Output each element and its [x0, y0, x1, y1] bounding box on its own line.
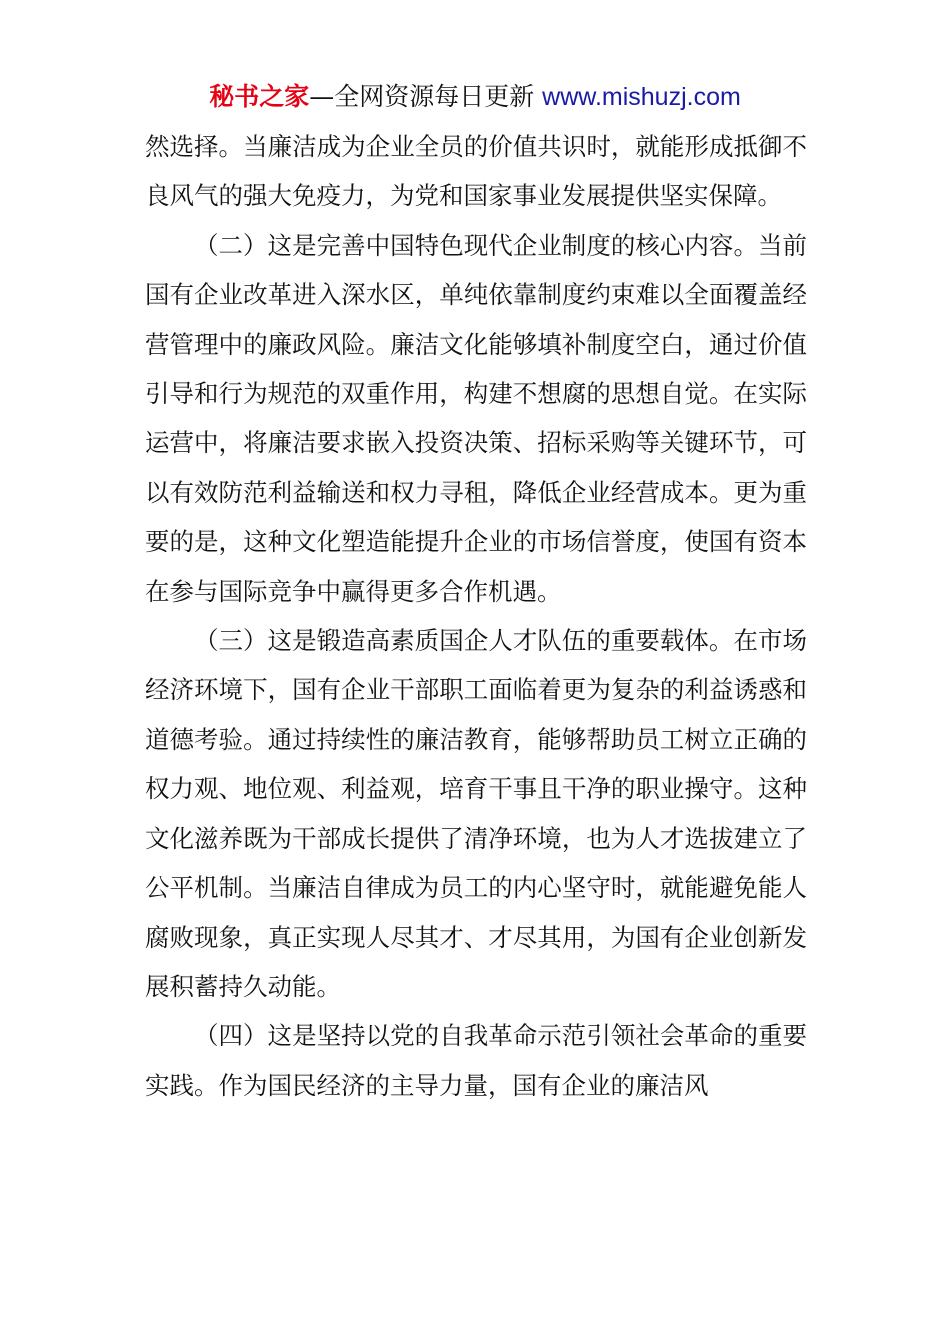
paragraph-section-two: （二）这是完善中国特色现代企业制度的核心内容。当前国有企业改革进入深水区，单纯依靠制度约束难以全面覆盖经营管理中的廉政风险。廉洁文化能够填补制度空白，通过价值引导和行为规范的双重作用，构建不想腐的思想自觉。在实际运营中，将廉洁要求嵌入投资决策、招标采购等关键环节，可以有效防范利益输送和权力寻租，降低企业经营成本。更为重要的是，这种文化塑造能提升企业的市场信誉度，使国有资本在参与国际竞争中赢得更多合作机遇。 — [145, 230, 807, 606]
site-tagline: —全网资源每日更新 — [309, 82, 543, 111]
paragraph-section-four: （四）这是坚持以党的自我革命示范引领社会革命的重要实践。作为国民经济的主导力量，国有企业的廉洁风 — [145, 1021, 807, 1100]
document-body — [145, 122, 807, 1110]
site-header — [0, 80, 950, 114]
paragraph-continuation: 然选择。当廉洁成为企业全员的价值共识时，就能形成抵御不良风气的强大免疫力，为党和国家事业发展提供坚实保障。 — [145, 132, 807, 211]
paragraph-section-three: （三）这是锻造高素质国企人才队伍的重要载体。在市场经济环境下，国有企业干部职工面临着更为复杂的利益诱惑和道德考验。通过持续性的廉洁教育，能够帮助员工树立正确的权力观、地位观、利益观，培育干事且干净的职业操守。这种文化滋养既为干部成长提供了清净环境，也为人才选拔建立了公平机制。当廉洁自律成为员工的内心坚守时，就能避免能人腐败现象，真正实现人尽其才、才尽其用，为国有企业创新发展积蓄持久动能。 — [145, 626, 807, 1001]
site-brand: 秘书之家 — [209, 82, 310, 111]
site-url[interactable]: www.mishuzj.com — [542, 83, 741, 111]
